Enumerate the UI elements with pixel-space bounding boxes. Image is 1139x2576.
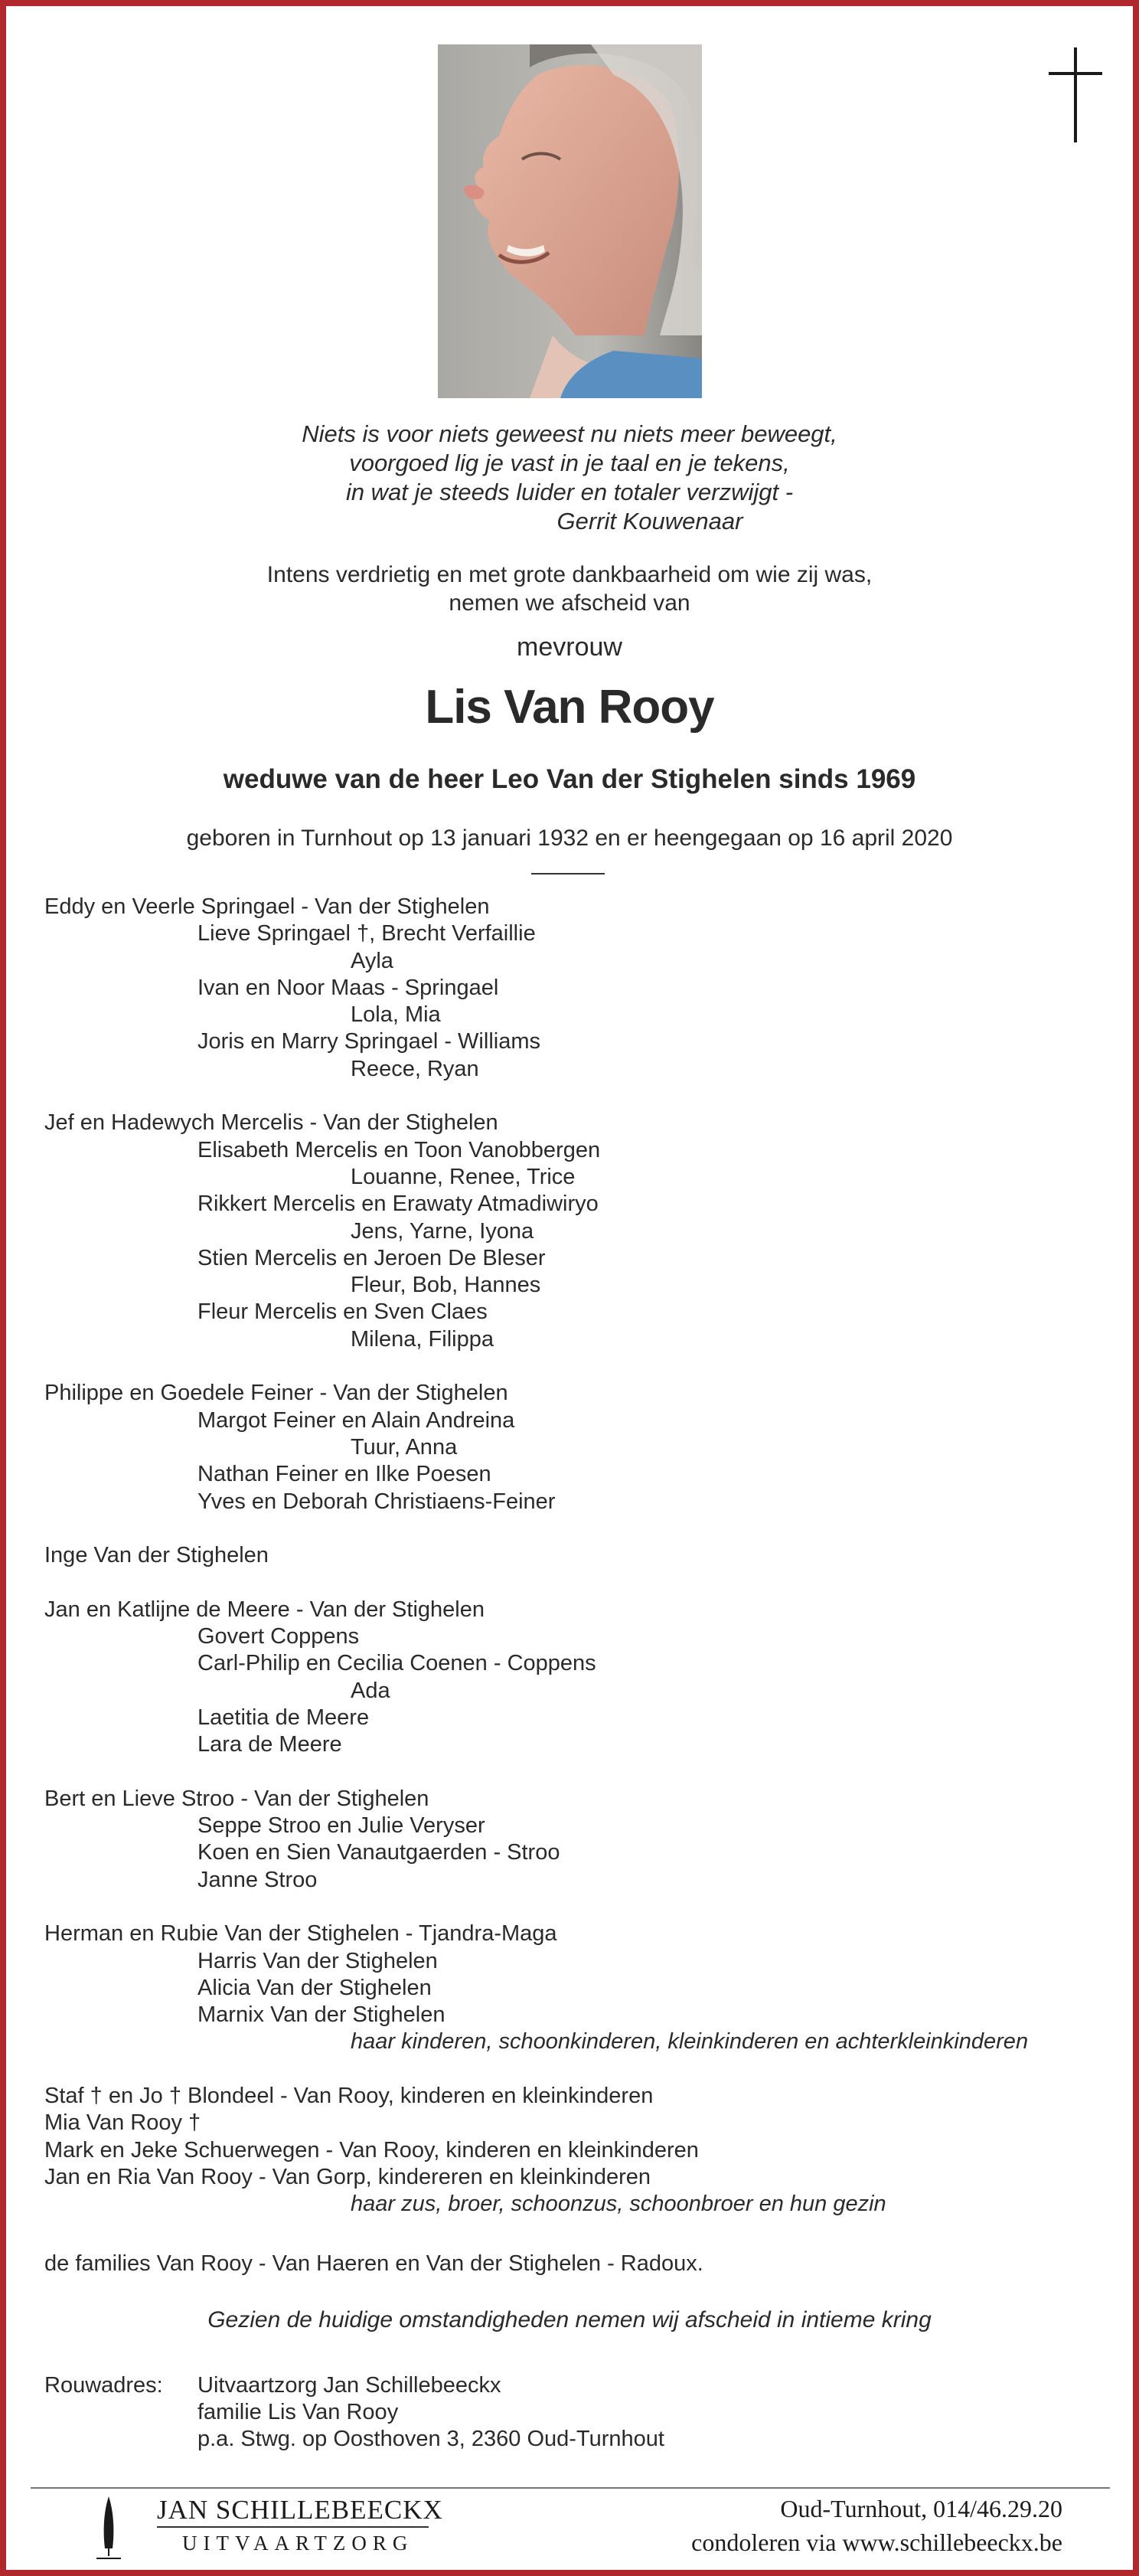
list-item: Herman en Rubie Van der Stighelen - Tjandra-Maga	[44, 1921, 557, 1947]
quote-line: in wat je steeds luider en totaler verzwijgt -	[345, 479, 794, 505]
list-item: Ayla	[351, 948, 393, 973]
list-item: Joris en Marry Springael - Williams	[197, 1029, 540, 1054]
quote-line: voorgoed lig je vast in je taal en je tekens,	[349, 449, 790, 476]
cross-icon	[1049, 47, 1102, 142]
list-item: Janne Stroo	[197, 1867, 318, 1892]
list-item: Fleur, Bob, Hannes	[351, 1273, 541, 1298]
quote-line: Niets is voor niets geweest nu niets meer beweegt,	[302, 420, 837, 447]
list-item: Mark en Jeke Schuerwegen - Van Rooy, kinderen en kleinkinderen	[44, 2137, 699, 2162]
list-item: Milena, Filippa	[351, 1326, 494, 1352]
divider	[531, 873, 605, 874]
list-item: Laetitia de Meere	[197, 1705, 370, 1730]
list-item: Mia Van Rooy †	[44, 2110, 201, 2136]
intro-line-2: nemen we afscheid van	[449, 590, 690, 616]
list-item: Carl-Philip en Cecilia Coenen - Coppens	[197, 1651, 596, 1676]
list-item: Nathan Feiner en Ilke Poesen	[197, 1462, 491, 1487]
list-item: Lola, Mia	[351, 1002, 441, 1028]
list-item: Lieve Springael †, Brecht Verfaillie	[197, 921, 536, 946]
portrait-photo	[438, 44, 702, 398]
list-item: Reece, Ryan	[351, 1056, 479, 1081]
funeral-home-name: JAN SCHILLEBEECKX	[157, 2495, 443, 2525]
list-item: Jan en Katlijne de Meere - Van der Stighelen	[44, 1597, 485, 1622]
list-item: Rikkert Mercelis en Erawaty Atmadiwiryo	[197, 1192, 599, 1217]
list-item: Margot Feiner en Alain Andreina	[197, 1407, 515, 1433]
list-item: Ada	[351, 1678, 390, 1703]
list-item: Tuur, Anna	[351, 1434, 458, 1460]
list-item: Govert Coppens	[197, 1624, 360, 1649]
list-item: Seppe Stroo en Julie Veryser	[197, 1813, 485, 1839]
list-item: Philippe en Goedele Feiner - Van der Stighelen	[44, 1381, 508, 1406]
contact-website: condoleren via www.schillebeeckx.be	[691, 2529, 1062, 2556]
funeral-home-subtitle: UITVAARTZORG	[182, 2532, 414, 2555]
list-item: Bert en Lieve Stroo - Van der Stighelen	[44, 1786, 429, 1811]
list-item: Elisabeth Mercelis en Toon Vanobbergen	[197, 1137, 601, 1162]
list-item: Jef en Hadewych Mercelis - Van der Stighelen	[44, 1110, 498, 1136]
list-item: Staf † en Jo † Blondeel - Van Rooy, kinderen en kleinkinderen	[44, 2084, 654, 2109]
address-label: Rouwadres:	[44, 2373, 163, 2398]
quote-block	[0, 420, 1139, 536]
siblings-caption: haar zus, broer, schoonzus, schoonbroer en hun gezin	[351, 2192, 886, 2217]
list-item: Jens, Yarne, Iyona	[351, 1218, 534, 1244]
list-item: Ivan en Noor Maas - Springael	[197, 975, 499, 1000]
list-item: Marnix Van der Stighelen	[197, 2002, 445, 2028]
list-item: Jan en Ria Van Rooy - Van Gorp, kindereren en kleinkinderen	[44, 2164, 651, 2189]
intro-text	[0, 561, 1139, 617]
list-item: Alicia Van der Stighelen	[197, 1975, 432, 2000]
list-item: Louanne, Renee, Trice	[351, 1164, 576, 1189]
logo-underline	[157, 2526, 429, 2528]
list-item: Koen en Sien Vanautgaerden - Stroo	[197, 1840, 560, 1865]
families-line: de families Van Rooy - Van Haeren en Van der Stighelen - Radoux.	[44, 2251, 703, 2276]
cypress-tree-icon	[93, 2495, 124, 2562]
contact-phone: Oud-Turnhout, 014/46.29.20	[780, 2495, 1062, 2522]
list-item: Inge Van der Stighelen	[44, 1543, 269, 1568]
deceased-name: Lis Van Rooy	[425, 681, 714, 734]
birth-death-line: geboren in Turnhout op 13 januari 1932 en er heengegaan op 16 april 2020	[186, 825, 953, 851]
address-line: Uitvaartzorg Jan Schillebeeckx	[197, 2373, 501, 2398]
list-item: Stien Mercelis en Jeroen De Bleser	[197, 1245, 546, 1270]
list-item: Eddy en Veerle Springael - Van der Stighelen	[44, 894, 490, 919]
address-line: p.a. Stwg. op Oosthoven 3, 2360 Oud-Turnhout	[197, 2427, 664, 2451]
footer-divider	[31, 2487, 1110, 2489]
quote-author: Gerrit Kouwenaar	[556, 508, 743, 534]
widow-line: weduwe van de heer Leo Van der Stighelen sinds 1969	[223, 764, 916, 794]
family-list	[44, 894, 1101, 2218]
list-item: Lara de Meere	[197, 1732, 342, 1757]
address-lines	[197, 2372, 664, 2453]
list-item: Yves en Deborah Christiaens-Feiner	[197, 1489, 556, 1514]
list-item: Fleur Mercelis en Sven Claes	[197, 1299, 488, 1325]
circumstances-note: Gezien de huidige omstandigheden nemen wij afscheid in intieme kring	[207, 2307, 932, 2332]
children-caption: haar kinderen, schoonkinderen, kleinkinderen en achterkleinkinderen	[351, 2029, 1029, 2055]
intro-line-1: Intens verdrietig en met grote dankbaarheid om wie zij was,	[266, 562, 873, 587]
salutation: mevrouw	[517, 633, 622, 662]
list-item: Harris Van der Stighelen	[197, 1948, 438, 1973]
portrait-illustration	[438, 44, 702, 398]
address-line: familie Lis Van Rooy	[197, 2400, 399, 2424]
